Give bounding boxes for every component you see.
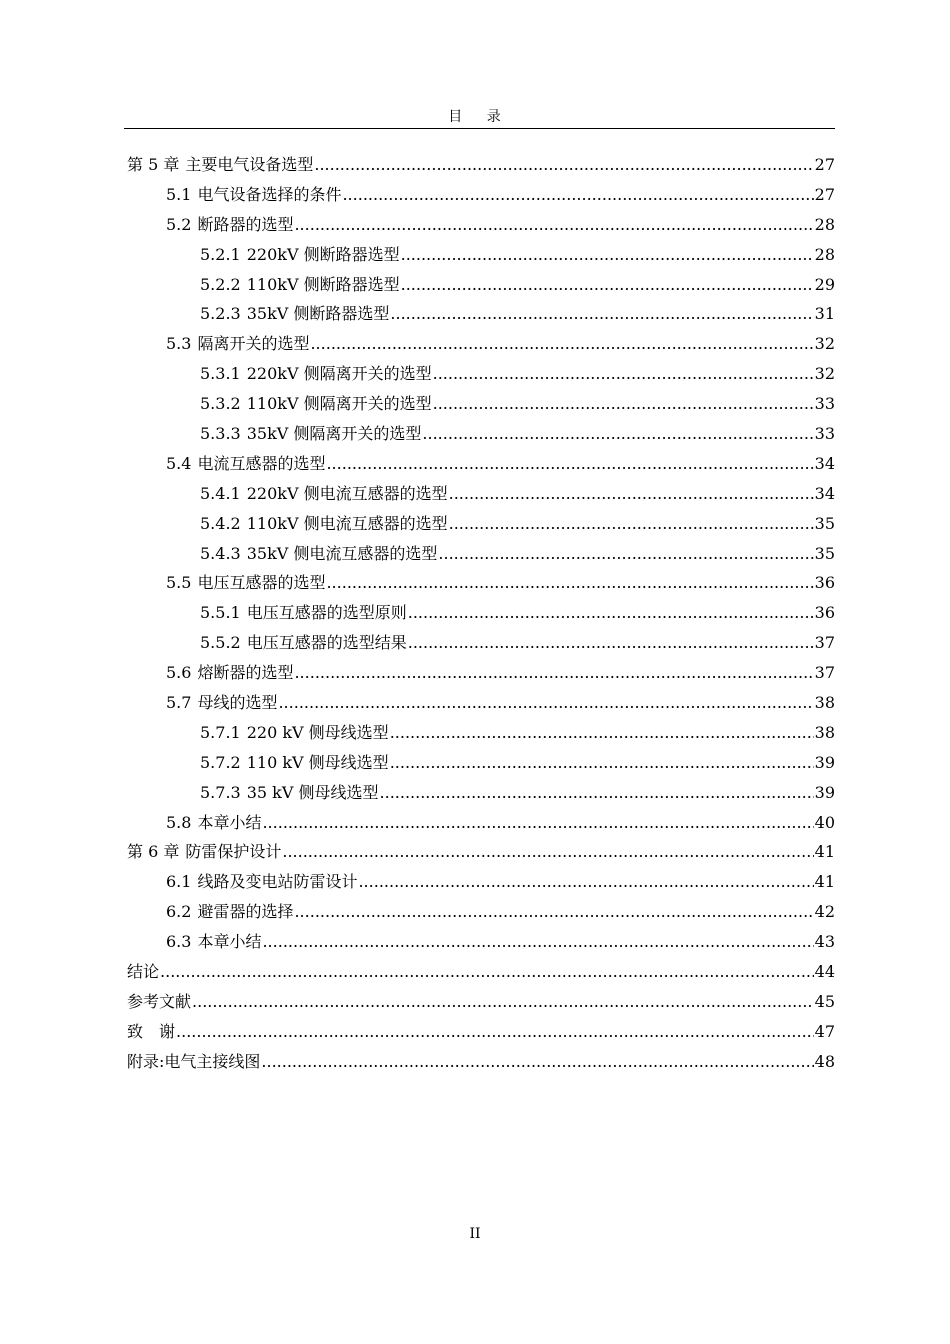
toc-dot-leader bbox=[358, 867, 813, 897]
toc-entry-title: 结论 bbox=[127, 962, 160, 982]
toc-entry-number: 5.8 bbox=[166, 812, 192, 832]
toc-dot-leader bbox=[314, 150, 813, 180]
toc-dot-leader bbox=[176, 1017, 814, 1047]
toc-entry-title: 电流互感器的选型 bbox=[197, 453, 326, 473]
toc-entry-number: 5.6 bbox=[166, 663, 192, 683]
toc-entry-page: 45 bbox=[814, 991, 835, 1011]
toc-entry-page: 44 bbox=[814, 962, 835, 982]
toc-dot-leader bbox=[192, 987, 814, 1017]
toc-entry-title: 220kV 侧隔离开关的选型 bbox=[246, 364, 432, 384]
toc-entry[interactable] bbox=[124, 509, 835, 539]
toc-entry-title: 220kV 侧断路器选型 bbox=[246, 244, 400, 264]
toc-entry[interactable] bbox=[124, 389, 835, 419]
toc-entry-page: 43 bbox=[814, 932, 835, 952]
toc-entry-title: 防雷保护设计 bbox=[185, 842, 282, 862]
toc-entry-number: 5.7 bbox=[166, 693, 192, 713]
toc-dot-leader bbox=[449, 479, 814, 509]
toc-entry-number: 5.1 bbox=[166, 184, 192, 204]
toc-dot-leader bbox=[160, 957, 814, 987]
toc-entry-number: 6.1 bbox=[166, 872, 192, 892]
toc-dot-leader bbox=[390, 299, 813, 329]
toc-entry[interactable] bbox=[124, 987, 835, 1017]
toc-entry-number: 5.4.1 bbox=[200, 483, 241, 503]
toc-entry-title: 本章小结 bbox=[197, 932, 262, 952]
toc-entry[interactable] bbox=[124, 628, 835, 658]
toc-entry-title: 35kV 侧隔离开关的选型 bbox=[246, 424, 422, 444]
toc-entry-page: 48 bbox=[814, 1051, 835, 1071]
toc-entry-title: 断路器的选型 bbox=[197, 214, 294, 234]
toc-entry-page: 36 bbox=[814, 603, 835, 623]
toc-dot-leader bbox=[433, 359, 814, 389]
toc-entry-page: 38 bbox=[814, 693, 835, 713]
toc-entry[interactable] bbox=[124, 329, 835, 359]
toc-entry-title: 电气设备选择的条件 bbox=[197, 184, 342, 204]
toc-dot-leader bbox=[326, 449, 813, 479]
toc-entry-number: 第 5 章 bbox=[127, 155, 180, 174]
toc-entry-title: 主要电气设备选型 bbox=[185, 155, 314, 174]
toc-entry-number: 5.5.1 bbox=[200, 603, 241, 623]
toc-entry-page: 37 bbox=[814, 633, 835, 653]
toc-entry-page: 40 bbox=[814, 812, 835, 832]
toc-entry-number: 5.7.2 bbox=[200, 752, 241, 772]
toc-dot-leader bbox=[342, 180, 813, 210]
toc-dot-leader bbox=[380, 778, 814, 808]
toc-dot-leader bbox=[326, 568, 813, 598]
toc-dot-leader bbox=[401, 270, 814, 300]
toc-entry-title: 母线的选型 bbox=[197, 693, 278, 713]
toc-entry-number: 5.2.1 bbox=[200, 244, 241, 264]
toc-entry-title: 避雷器的选择 bbox=[197, 902, 294, 922]
toc-entry[interactable] bbox=[124, 270, 835, 300]
toc-entry[interactable] bbox=[124, 808, 835, 838]
toc-entry-title: 110kV 侧断路器选型 bbox=[246, 274, 400, 294]
toc-entry-page: 41 bbox=[814, 872, 835, 892]
toc-entry[interactable] bbox=[124, 479, 835, 509]
toc-entry-number: 5.3 bbox=[166, 334, 192, 354]
toc-entry[interactable] bbox=[124, 539, 835, 569]
toc-entry[interactable] bbox=[124, 748, 835, 778]
header-rule bbox=[124, 128, 835, 129]
toc-dot-leader bbox=[433, 389, 814, 419]
toc-entry-title: 110kV 侧电流互感器的选型 bbox=[246, 513, 448, 533]
toc-entry[interactable] bbox=[124, 180, 835, 210]
toc-dot-leader bbox=[278, 688, 813, 718]
toc-entry-number: 5.4.3 bbox=[200, 543, 241, 563]
toc-entry-page: 36 bbox=[814, 573, 835, 593]
toc-dot-leader bbox=[390, 748, 814, 778]
toc-entry[interactable] bbox=[124, 718, 835, 748]
toc-entry[interactable] bbox=[124, 658, 835, 688]
toc-entry-number: 6.3 bbox=[166, 932, 192, 952]
toc-entry[interactable] bbox=[124, 210, 835, 240]
toc-entry[interactable] bbox=[124, 837, 835, 867]
toc-entry-number: 5.5.2 bbox=[200, 633, 241, 653]
toc-entry-title: 本章小结 bbox=[197, 812, 262, 832]
toc-entry-number: 5.3.1 bbox=[200, 364, 241, 384]
toc-entry-page: 35 bbox=[814, 513, 835, 533]
page-header-title: 目 录 bbox=[448, 109, 511, 125]
toc-entry-page: 27 bbox=[814, 155, 835, 174]
toc-entry-title: 35 kV 侧母线选型 bbox=[246, 782, 379, 802]
toc-entry-page: 28 bbox=[814, 244, 835, 264]
toc-dot-leader bbox=[262, 808, 813, 838]
toc-entry[interactable] bbox=[124, 568, 835, 598]
toc-dot-leader bbox=[294, 897, 813, 927]
toc-entry-page: 28 bbox=[814, 214, 835, 234]
toc-entry-title: 电压互感器的选型结果 bbox=[246, 633, 407, 653]
toc-entry-page: 33 bbox=[814, 424, 835, 444]
toc-entry-page: 34 bbox=[814, 483, 835, 503]
toc-entry-page: 39 bbox=[814, 782, 835, 802]
toc-entry-number: 5.5 bbox=[166, 573, 192, 593]
toc-entry-page: 32 bbox=[814, 364, 835, 384]
toc-entry-page: 31 bbox=[814, 304, 835, 324]
toc-dot-leader bbox=[390, 718, 814, 748]
toc-entry-title: 附录:电气主接线图 bbox=[127, 1051, 261, 1071]
toc-entry[interactable] bbox=[124, 957, 835, 987]
toc-entry[interactable] bbox=[124, 867, 835, 897]
toc-dot-leader bbox=[449, 509, 814, 539]
toc-entry-title: 电压互感器的选型原则 bbox=[246, 603, 407, 623]
toc-entry-number: 5.7.1 bbox=[200, 722, 241, 742]
toc-dot-leader bbox=[422, 419, 813, 449]
toc-entry[interactable] bbox=[124, 897, 835, 927]
toc-entry-title: 参考文献 bbox=[127, 991, 192, 1011]
toc-entry-number: 5.4 bbox=[166, 453, 192, 473]
toc-entry-page: 34 bbox=[814, 453, 835, 473]
toc-entry[interactable] bbox=[124, 1047, 835, 1077]
table-of-contents bbox=[124, 150, 835, 1077]
toc-dot-leader bbox=[408, 628, 814, 658]
toc-entry[interactable] bbox=[124, 1017, 835, 1047]
toc-entry-page: 35 bbox=[814, 543, 835, 563]
toc-entry-page: 42 bbox=[814, 902, 835, 922]
toc-entry-title: 熔断器的选型 bbox=[197, 663, 294, 683]
toc-entry-title: 线路及变电站防雷设计 bbox=[197, 872, 358, 892]
toc-entry-title: 220kV 侧电流互感器的选型 bbox=[246, 483, 448, 503]
page-number: II bbox=[469, 1226, 481, 1242]
toc-entry-number: 5.2.2 bbox=[200, 274, 241, 294]
toc-entry-page: 37 bbox=[814, 663, 835, 683]
toc-entry-number: 5.4.2 bbox=[200, 513, 241, 533]
toc-dot-leader bbox=[401, 240, 814, 270]
toc-entry-page: 29 bbox=[814, 274, 835, 294]
toc-entry[interactable] bbox=[124, 419, 835, 449]
toc-entry-number: 第 6 章 bbox=[127, 842, 180, 862]
toc-entry-number: 5.3.2 bbox=[200, 394, 241, 414]
toc-entry-title: 致 谢 bbox=[127, 1021, 176, 1041]
toc-entry-number: 6.2 bbox=[166, 902, 192, 922]
toc-dot-leader bbox=[262, 927, 813, 957]
toc-entry[interactable] bbox=[124, 778, 835, 808]
toc-entry-number: 5.7.3 bbox=[200, 782, 241, 802]
toc-entry-page: 41 bbox=[814, 842, 835, 862]
toc-dot-leader bbox=[282, 837, 813, 867]
toc-entry-title: 隔离开关的选型 bbox=[197, 334, 310, 354]
toc-entry[interactable] bbox=[124, 150, 835, 180]
toc-entry-page: 27 bbox=[814, 184, 835, 204]
toc-entry-number: 5.3.3 bbox=[200, 424, 241, 444]
toc-dot-leader bbox=[294, 210, 813, 240]
toc-dot-leader bbox=[294, 658, 813, 688]
toc-dot-leader bbox=[438, 539, 813, 569]
toc-entry-page: 38 bbox=[814, 722, 835, 742]
toc-entry-page: 32 bbox=[814, 334, 835, 354]
toc-entry[interactable] bbox=[124, 359, 835, 389]
toc-entry[interactable] bbox=[124, 240, 835, 270]
toc-entry-title: 220 kV 侧母线选型 bbox=[246, 722, 389, 742]
toc-entry-number: 5.2 bbox=[166, 214, 192, 234]
toc-entry[interactable] bbox=[124, 598, 835, 628]
toc-entry-number: 5.2.3 bbox=[200, 304, 241, 324]
toc-entry-title: 110 kV 侧母线选型 bbox=[246, 752, 389, 772]
toc-entry[interactable] bbox=[124, 299, 835, 329]
toc-entry-page: 33 bbox=[814, 394, 835, 414]
toc-entry[interactable] bbox=[124, 449, 835, 479]
toc-entry-title: 电压互感器的选型 bbox=[197, 573, 326, 593]
toc-dot-leader bbox=[310, 329, 813, 359]
toc-entry-title: 110kV 侧隔离开关的选型 bbox=[246, 394, 432, 414]
toc-entry-page: 47 bbox=[814, 1021, 835, 1041]
toc-entry[interactable] bbox=[124, 927, 835, 957]
toc-entry-title: 35kV 侧电流互感器的选型 bbox=[246, 543, 438, 563]
toc-entry-page: 39 bbox=[814, 752, 835, 772]
toc-entry[interactable] bbox=[124, 688, 835, 718]
toc-dot-leader bbox=[408, 598, 814, 628]
toc-dot-leader bbox=[261, 1047, 813, 1077]
toc-entry-title: 35kV 侧断路器选型 bbox=[246, 304, 390, 324]
